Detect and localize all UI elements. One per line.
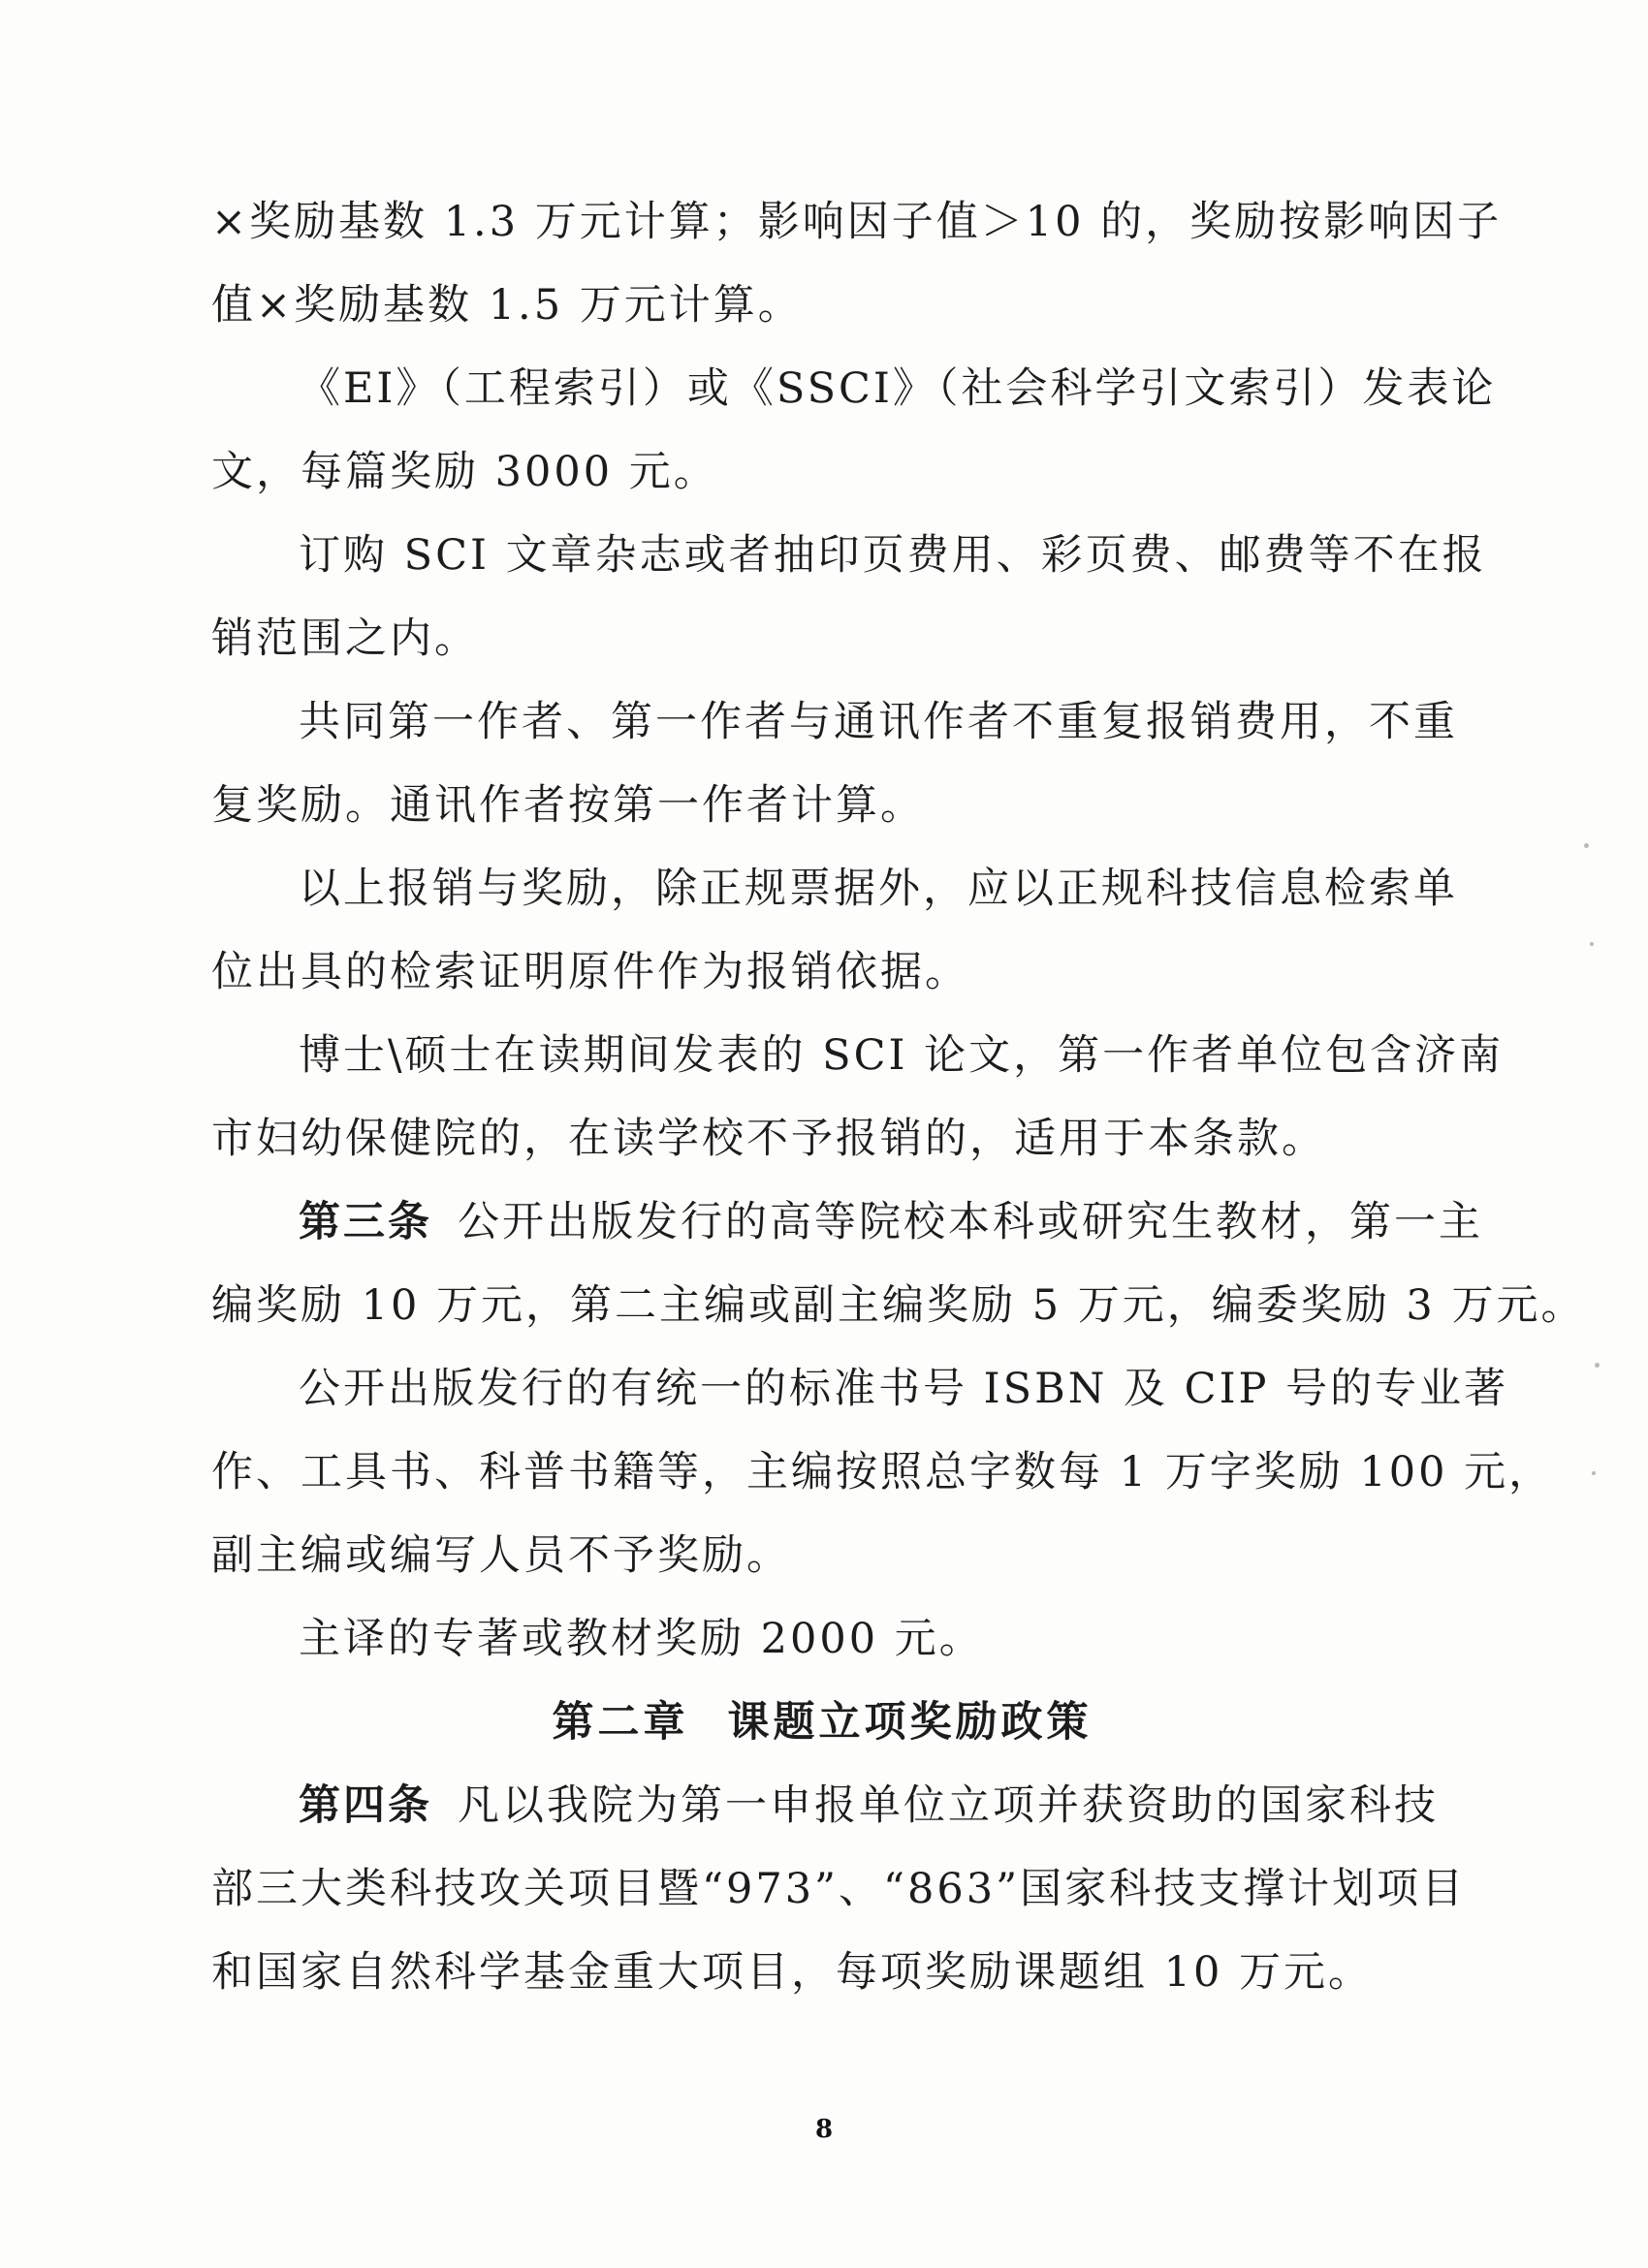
article-three-line (211, 1181, 1483, 1264)
chapter-title: 课题立项奖励政策 (727, 1698, 1093, 1747)
paragraph-line: 以上报销与奖励，除正规票据外，应以正规科技信息检索单 (299, 865, 1458, 913)
paragraph-line: 销范围之内。 (211, 614, 479, 663)
scan-speck (1584, 843, 1589, 848)
scan-speck (1595, 1363, 1600, 1368)
chapter-heading (211, 1681, 1433, 1764)
paragraph-line: 《EI》（工程索引）或《SSCI》（社会科学引文索引）发表论 (299, 364, 1497, 413)
paragraph-line: 订购 SCI 文章杂志或者抽印页费用、彩页费、邮费等不在报 (299, 531, 1487, 580)
article-four-line (211, 1764, 1439, 1847)
document-body (211, 180, 1586, 2014)
paragraph-line: 和国家自然科学基金重大项目，每项奖励课题组 10 万元。 (211, 1948, 1374, 1997)
article-four-text: 凡以我院为第一申报单位立项并获资助的国家科技 (458, 1781, 1439, 1830)
paragraph-line: 公开出版发行的有统一的标准书号 ISBN 及 CIP 号的专业著 (299, 1365, 1509, 1413)
page-number: 8 (814, 2115, 834, 2144)
paragraph-line: 主译的专著或教材奖励 2000 元。 (299, 1615, 984, 1663)
paragraph-line: 作、工具书、科普书籍等，主编按照总字数每 1 万字奖励 100 元， (211, 1448, 1554, 1496)
paragraph-line: 共同第一作者、第一作者与通讯作者不重复报销费用，不重 (299, 698, 1458, 746)
scan-speck (1590, 942, 1594, 946)
paragraph-line: 市妇幼保健院的，在读学校不予报销的，适用于本条款。 (211, 1115, 1326, 1163)
paragraph-line: 位出具的检索证明原件作为报销依据。 (211, 948, 969, 996)
paragraph-line: 编奖励 10 万元，第二主编或副主编奖励 5 万元，编委奖励 3 万元。 (211, 1281, 1586, 1330)
paragraph-line: 博士\硕士在读期间发表的 SCI 论文，第一作者单位包含济南 (299, 1031, 1505, 1080)
paragraph-line: 值×奖励基数 1.5 万元计算。 (211, 281, 803, 330)
article-three-label: 第三条 (299, 1198, 432, 1246)
paragraph-line: 复奖励。通讯作者按第一作者计算。 (211, 781, 925, 830)
article-three-text: 公开出版发行的高等院校本科或研究生教材，第一主 (458, 1198, 1483, 1246)
chapter-number: 第二章 (552, 1698, 689, 1747)
scan-speck (1592, 1471, 1596, 1475)
paragraph-line: 部三大类科技攻关项目暨“973”、“863”国家科技支撑计划项目 (211, 1865, 1467, 1913)
paragraph-line: ×奖励基数 1.3 万元计算；影响因子值＞10 的，奖励按影响因子 (211, 198, 1503, 246)
article-four-label: 第四条 (299, 1781, 432, 1830)
paragraph-line: 副主编或编写人员不予奖励。 (211, 1531, 791, 1580)
paragraph-line: 文，每篇奖励 3000 元。 (211, 448, 718, 496)
